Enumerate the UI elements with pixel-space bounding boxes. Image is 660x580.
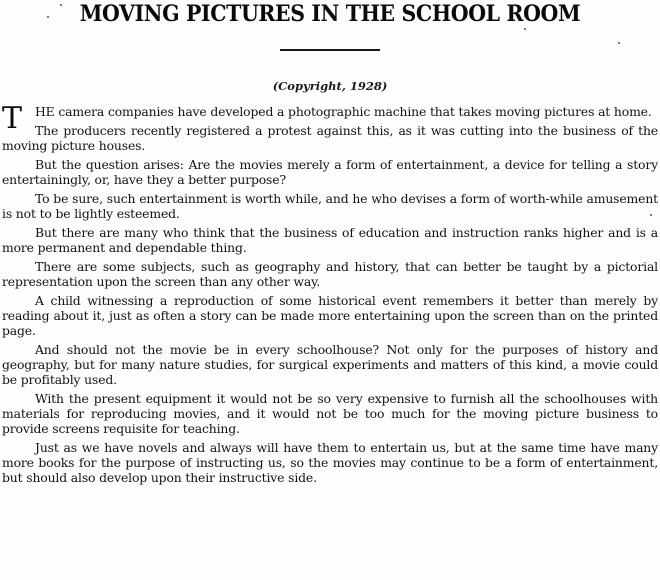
paragraph-9: With the present equipment it would not be so very expensive to furnish all the schoolhouses with materials for reproducing movies, and it would not be too much for the moving picture business to provide screens requisite for teaching. [2,391,658,436]
paragraph-7: A child witnessing a reproduction of some historical event remembers it better than merely by reading about it, just as often a story can be made more entertaining upon the screen than on the printed page. [2,293,658,338]
print-speck [524,28,526,30]
paragraph-6: There are some subjects, such as geography and history, that can better be taught by a pictorial representation upon the screen than any other way. [2,259,658,289]
paragraph-10: Just as we have novels and always will have them to entertain us, but at the same time have many more books for the purpose of instructing us, so the movies may continue to be a form of entertainment, but should also develop upon their instructive side. [2,440,658,485]
print-speck [650,214,652,216]
drop-cap: T [2,101,22,136]
print-speck [60,4,62,6]
paragraph-2: The producers recently registered a protest against this, as it was cutting into the business of the moving picture houses. [2,123,658,153]
paragraph-8: And should not the movie be in every schoolhouse? Not only for the purposes of history and geography, but for many nature studies, for surgical experiments and matters of this kind, a movie could be profitably used. [2,342,658,387]
paragraph-3: But the question arises: Are the movies merely a form of entertainment, a device for telling a story entertainingly, or, have they a better purpose? [2,157,658,187]
article-body [2,101,658,489]
paragraph-4: To be sure, such entertainment is worth while, and he who devises a form of worth-while amusement is not to be lightly esteemed. [2,191,658,221]
article-title: MOVING PICTURES IN THE SCHOOL ROOM [79,1,581,27]
paragraph-1-text: HE camera companies have developed a photographic machine that takes moving pictures at home. [35,104,652,119]
copyright-line: (Copyright, 1928) [272,79,388,93]
paragraph-1 [2,101,658,136]
title-divider-rule [280,49,380,51]
print-speck [618,42,620,44]
print-speck [47,16,49,18]
paragraph-5: But there are many who think that the business of education and instruction ranks higher and is a more permanent and dependable thing. [2,225,658,255]
